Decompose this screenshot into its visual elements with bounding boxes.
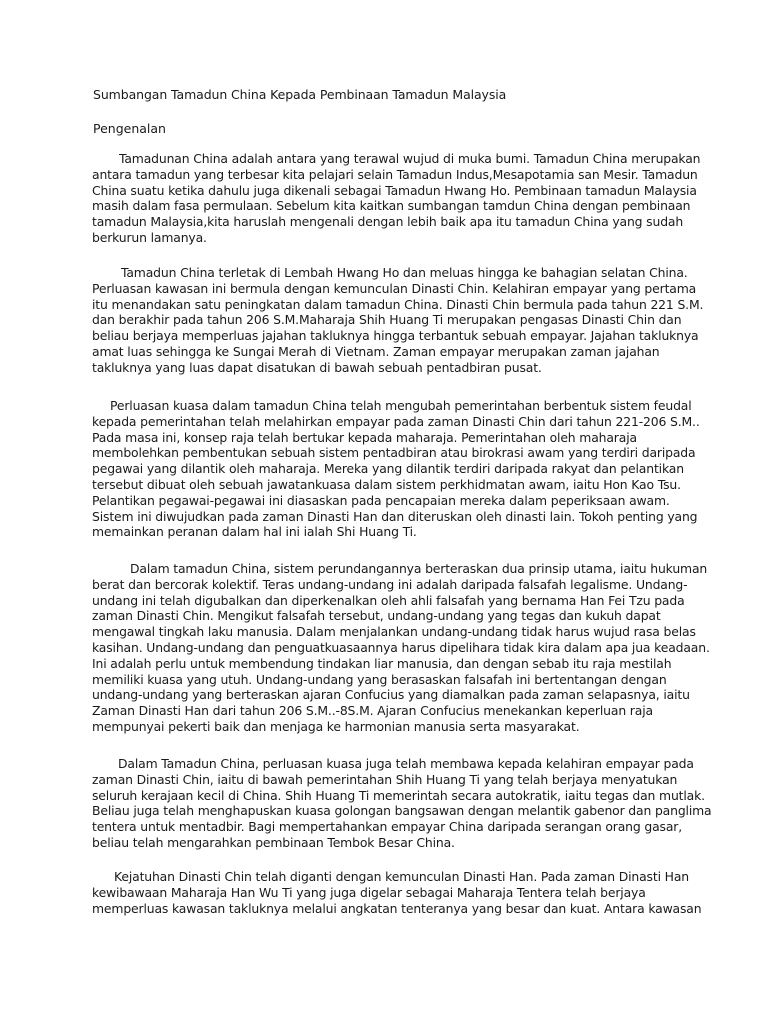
paragraph-line: Ini adalah perlu untuk membendung tindakan liar manusia, dan dengan sebab itu raja mestilah xyxy=(92,655,672,671)
paragraph-line: berat dan bercorak kolektif. Teras undang-undang ini adalah daripada falsafah legalisme. Undang- xyxy=(92,576,688,592)
paragraph-line: membolehkan pembentukan sebuah sistem pentadbiran atau birokrasi awam yang terdiri daripada xyxy=(92,445,696,461)
paragraph-line: berkurun lamanya. xyxy=(92,229,207,245)
paragraph-line: kepada pemerintahan telah melahirkan empayar pada zaman Dinasti Chin dari tahun 221-206 S.M.. xyxy=(92,413,700,429)
paragraph-line: memainkan peranan dalam hal ini ialah Shi Huang Ti. xyxy=(92,524,417,540)
paragraph-line: kasihan. Undang-undang dan penguatkuasaannya harus dipelihara tidak kira dalam apa jua keadaan. xyxy=(92,639,710,655)
paragraph-line: kewibawaan Maharaja Han Wu Ti yang juga digelar sebagai Maharaja Tentera telah berjaya xyxy=(92,884,646,900)
paragraph-line: antara tamadun yang terbesar kita pelajari selain Tamadun Indus,Mesapotamia san Mesir. Tamadun xyxy=(92,166,698,182)
paragraph-line: seluruh kerajaan kecil di China. Shih Huang Ti memerintah secara autokratik, iaitu tegas dan mutlak. xyxy=(92,787,705,803)
paragraph-line: memiliki kuasa yang utuh. Undang-undang yang berasaskan falsafah ini bertentangan dengan xyxy=(92,671,667,687)
paragraph-line: Sistem ini diwujudkan pada zaman Dinasti Han dan diteruskan oleh dinasti lain. Tokoh penting yang xyxy=(92,508,698,524)
paragraph-2 xyxy=(92,265,704,376)
paragraph-line: Pada masa ini, konsep raja telah bertukar kepada maharaja. Pemerintahan oleh maharaja xyxy=(92,429,637,445)
paragraph-5 xyxy=(92,756,712,851)
paragraph-line: tersebut dibuat oleh sebuah jawatankuasa dalam sistem perkhidmatan awam, iaitu Hon Kao Tsu. xyxy=(92,476,681,492)
paragraph-line: masih dalam fasa permulaan. Sebelum kita kaitkan sumbangan tamdun China dengan pembinaan xyxy=(92,198,691,214)
paragraph-line: tentera untuk mentadbir. Bagi mempertahankan empayar China daripada serangan orang gasar, xyxy=(92,819,683,835)
paragraph-4 xyxy=(92,561,710,735)
paragraph-line: dan berakhir pada tahun 206 S.M.Maharaja Shih Huang Ti merupakan pengasas Dinasti Chin dan xyxy=(92,312,682,328)
paragraph-line: zaman Dinasti Chin. Mengikut falsafah tersebut, undang-undang yang tegas dan kukuh dapat xyxy=(92,608,661,624)
paragraph-line: tamadun Malaysia,kita haruslah mengenali dengan lebih baik apa itu tamadun China yang sudah xyxy=(92,214,684,230)
paragraph-line: beliau berjaya memperluas jajahan takluknya hingga terbantuk sebuah empayar. Jajahan takluknya xyxy=(92,328,699,344)
paragraph-6 xyxy=(92,869,702,916)
paragraph-line: takluknya yang luas dapat disatukan di bawah sebuah pentadbiran pusat. xyxy=(92,359,542,375)
paragraph-line: Pelantikan pegawai-pegawai ini diasaskan pada pencapaian mereka dalam peperiksaan awam. xyxy=(92,492,670,508)
paragraph-line: memperluas kawasan takluknya melalui angkatan tenteranya yang besar dan kuat. Antara kawasan xyxy=(92,900,702,916)
paragraph-1 xyxy=(92,151,701,246)
paragraph-line: amat luas sehingga ke Sungai Merah di Vietnam. Zaman empayar merupakan zaman jajahan xyxy=(92,343,660,359)
paragraph-line: Perluasan kawasan ini bermula dengan kemunculan Dinasti Chin. Kelahiran empayar yang pertama xyxy=(92,280,697,296)
paragraph-line: pegawai yang dilantik oleh maharaja. Mereka yang dilantik terdiri daripada rakyat dan pelantikan xyxy=(92,461,684,477)
paragraph-line: Zaman Dinasti Han dari tahun 206 S.M..-8S.M. Ajaran Confucius menekankan keperluan raja xyxy=(92,703,653,719)
paragraph-line: Tamadun China terletak di Lembah Hwang Ho dan meluas hingga ke bahagian selatan China. xyxy=(121,265,688,280)
paragraph-line: beliau telah mengarahkan pembinaan Tembok Besar China. xyxy=(92,834,455,850)
paragraph-3 xyxy=(92,398,700,540)
paragraph-line: Tamadunan China adalah antara yang terawal wujud di muka bumi. Tamadun China merupakan xyxy=(119,151,701,166)
paragraph-line: Dalam tamadun China, sistem perundangannya berteraskan dua prinsip utama, iaitu hukuman xyxy=(130,561,708,576)
paragraph-line: China suatu ketika dahulu juga dikenali sebagai Tamadun Hwang Ho. Pembinaan tamadun Malaysia xyxy=(92,182,697,198)
paragraph-line: Beliau juga telah menghapuskan kuasa golongan bangsawan dengan melantik gabenor dan panglima xyxy=(92,803,712,819)
paragraph-line: Dalam Tamadun China, perluasan kuasa juga telah membawa kepada kelahiran empayar pada xyxy=(118,756,694,771)
paragraph-line: undang ini telah digubalkan dan diperkenalkan oleh ahli falsafah yang bernama Han Fei Tzu pada xyxy=(92,592,685,608)
paragraph-line: zaman Dinasti Chin, iaitu di bawah pemerintahan Shih Huang Ti yang telah berjaya menyatukan xyxy=(92,771,678,787)
document-title: Sumbangan Tamadun China Kepada Pembinaan Tamadun Malaysia xyxy=(93,87,507,102)
paragraph-line: itu menandakan satu peningkatan dalam tamadun China. Dinasti Chin bermula pada tahun 221 S.M. xyxy=(92,296,704,312)
paragraph-line: undang-undang yang berteraskan ajaran Confucius yang diamalkan pada zaman selapasnya, iaitu xyxy=(92,687,690,703)
paragraph-line: mengawal tingkah laku manusia. Dalam menjalankan undang-undang tidak harus wujud rasa belas xyxy=(92,624,696,640)
paragraph-line: Kejatuhan Dinasti Chin telah diganti dengan kemunculan Dinasti Han. Pada zaman Dinasti Han xyxy=(114,869,689,884)
paragraph-line: mempunyai pekerti baik dan menjaga ke harmonian manusia serta masyarakat. xyxy=(92,718,580,734)
paragraph-line: Perluasan kuasa dalam tamadun China telah mengubah pemerintahan berbentuk sistem feudal xyxy=(110,398,692,413)
section-heading: Pengenalan xyxy=(93,121,166,136)
